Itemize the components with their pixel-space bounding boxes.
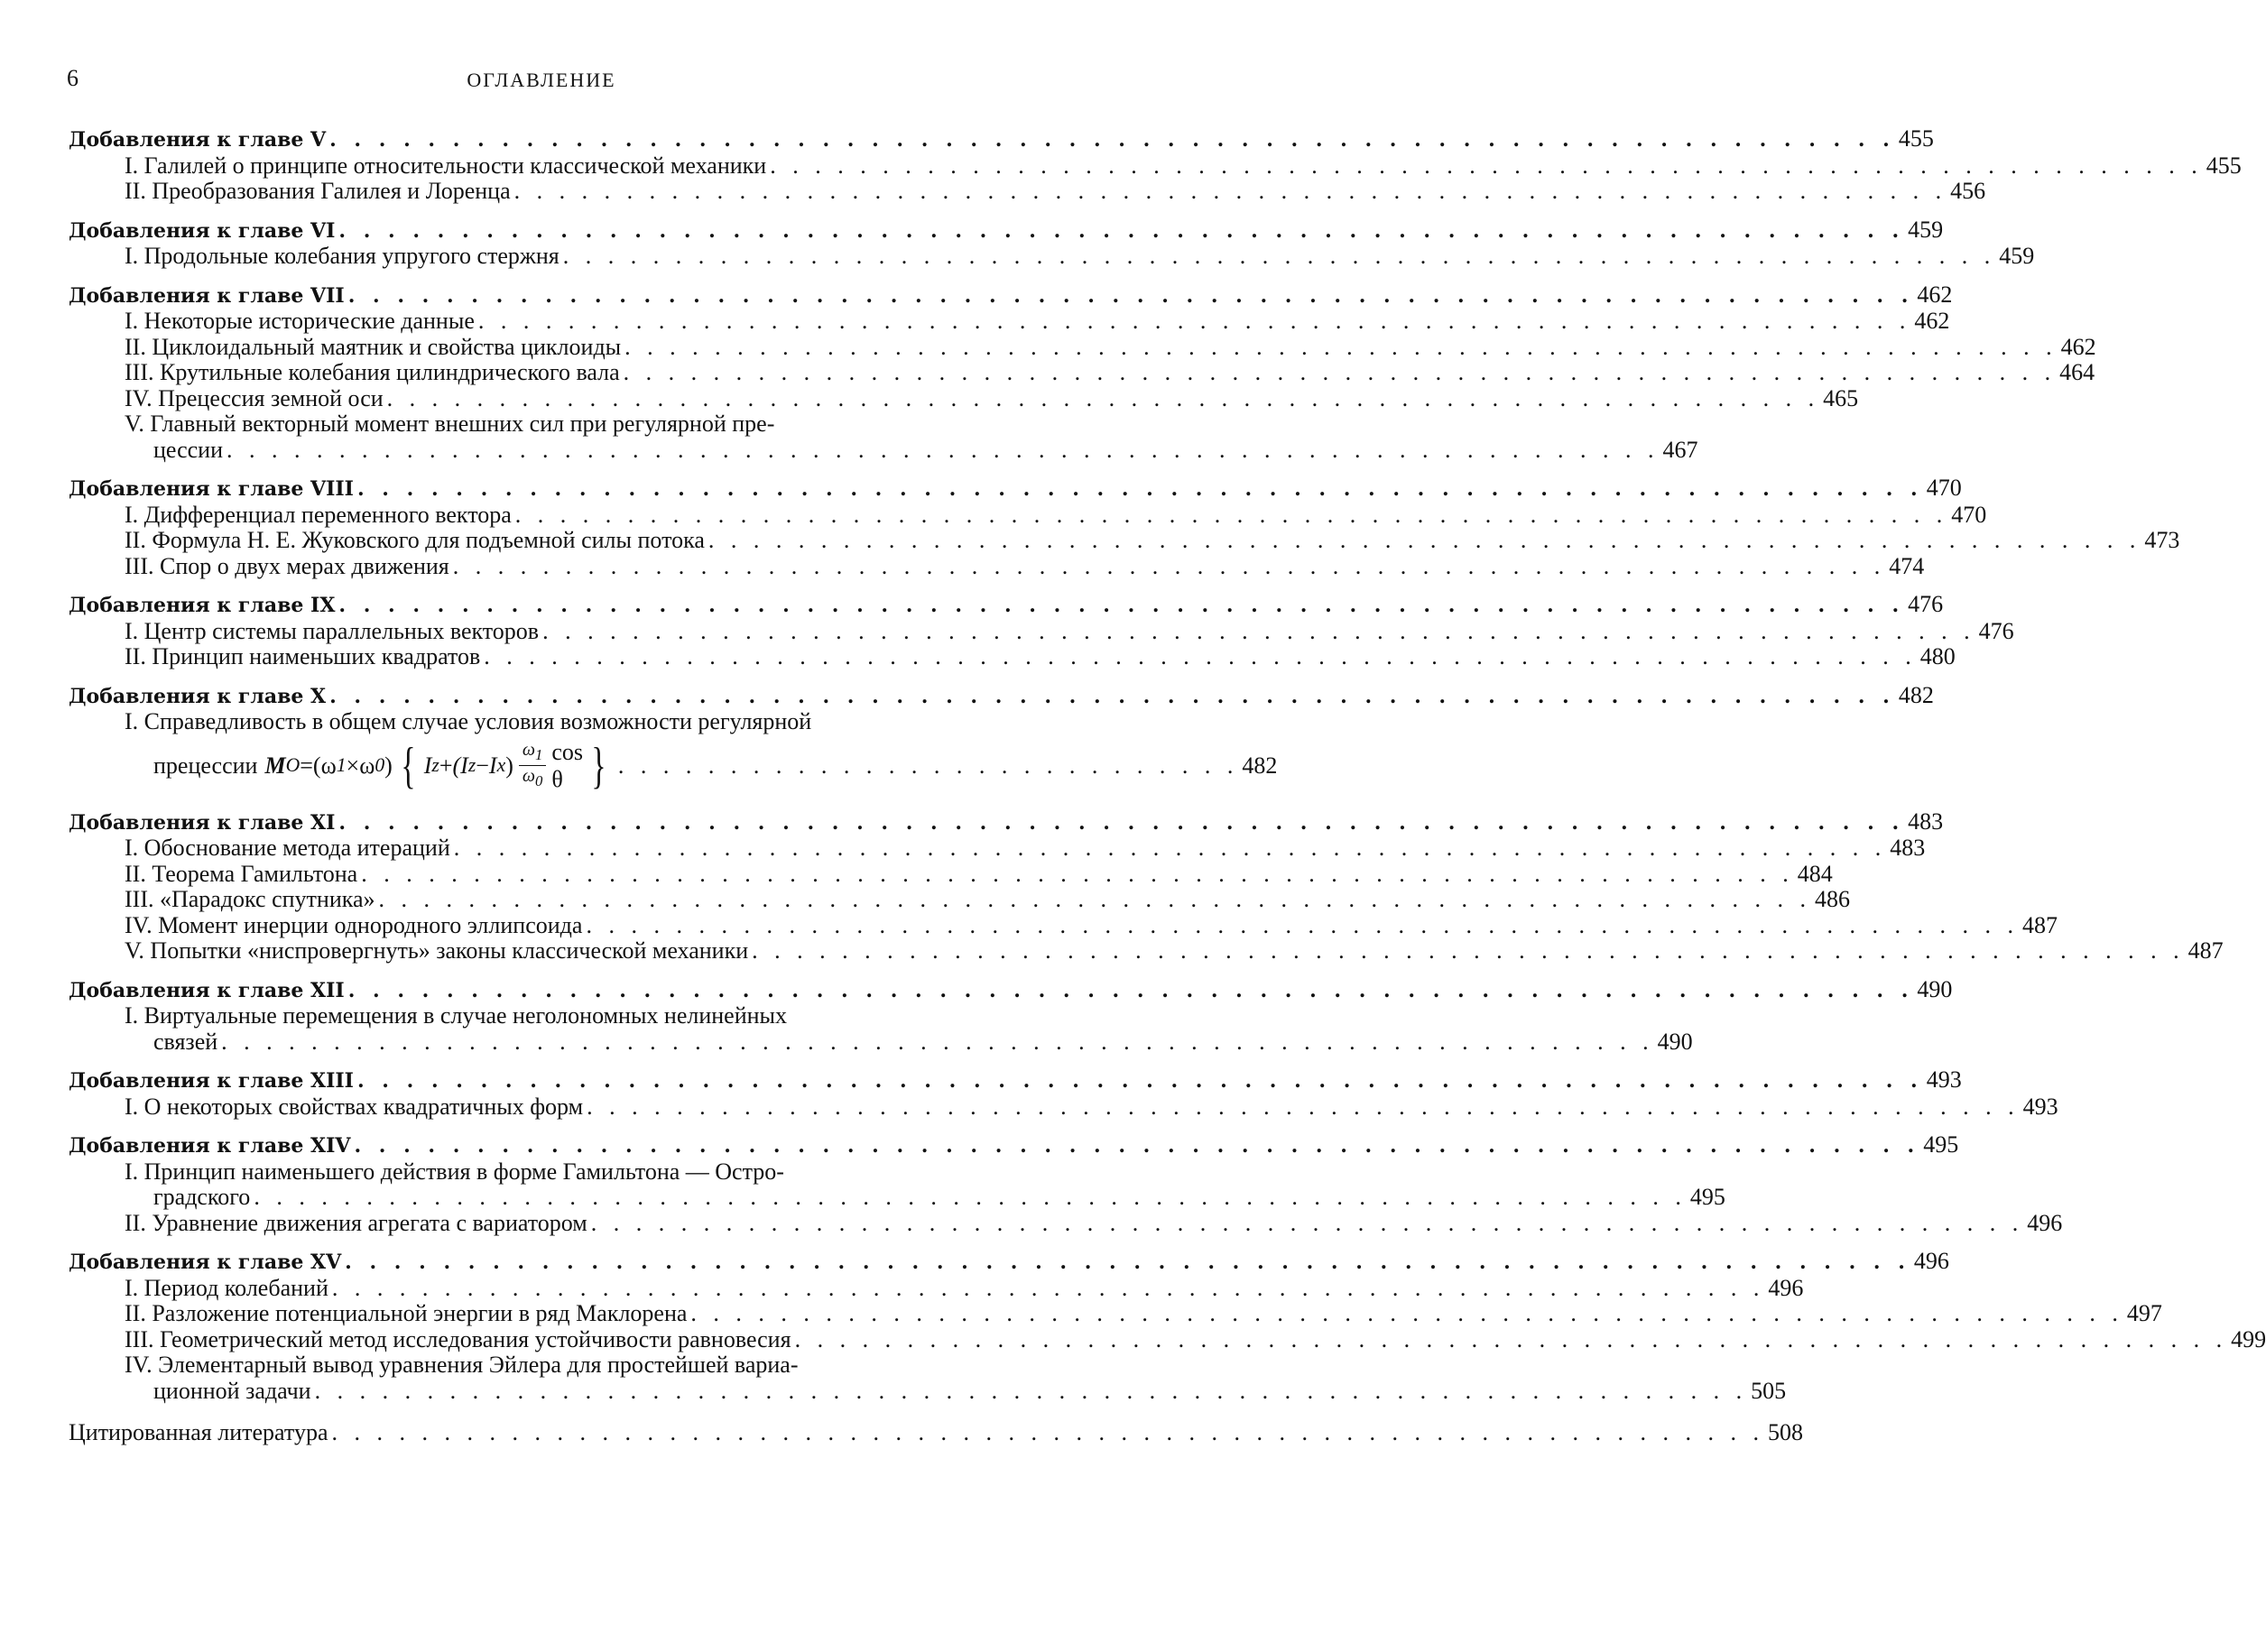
dot-leader: [384, 386, 1824, 412]
page-ref: 465: [1823, 384, 1859, 411]
formula-brace: {: [401, 737, 416, 794]
item-title: I. Центр системы параллельных векторов: [125, 617, 540, 644]
item-title: I. Принцип наименьшего действия в форме Гамильтона — Остро-: [125, 1158, 784, 1185]
page-header: [67, 65, 1016, 97]
dot-leader: [583, 1094, 2023, 1121]
page-ref: 490: [1657, 1028, 1693, 1055]
item-title: III. Крутильные колебания цилиндрического вала: [125, 359, 620, 385]
dot-leader: [335, 218, 1908, 245]
item-title: II. Формула Н. Е. Жуковского для подъемной силы потока: [125, 527, 705, 553]
fraction-denominator: [523, 766, 542, 791]
dot-leader: [345, 283, 1918, 309]
fraction-numerator: [519, 740, 546, 766]
item-continuation: [125, 1028, 1693, 1056]
dot-leader: [335, 593, 1908, 619]
formula-symbol: ω: [522, 766, 536, 786]
page-ref: 480: [1919, 643, 1956, 669]
toc-section-ch9: [69, 591, 2014, 670]
dot-leader: [341, 1250, 1914, 1276]
page-ref: 487: [2187, 937, 2224, 964]
item-title: I. Дифференциал переменного вектора: [125, 501, 512, 528]
item-title-continued: связей: [153, 1028, 218, 1055]
toc-item: [69, 1325, 2266, 1353]
toc-item-multiline: [69, 1002, 1693, 1055]
page-ref: 459: [1908, 216, 1944, 243]
dot-leader: [480, 644, 1920, 670]
page-ref: 455: [1898, 125, 1934, 152]
page-ref: 496: [1768, 1274, 1804, 1301]
page-ref: 496: [2027, 1209, 2063, 1236]
section-heading: [69, 681, 1934, 710]
dot-leader: [354, 476, 1927, 503]
dot-leader: [791, 1327, 2232, 1353]
toc-section-ch5: [69, 125, 2242, 205]
page-ref: 470: [1926, 475, 1962, 501]
page-number: 6: [67, 65, 79, 91]
toc-section-ch15: [69, 1248, 2266, 1404]
page-ref: 462: [1914, 308, 1950, 334]
item-title-continued: градского: [153, 1184, 251, 1210]
toc-section-ch12: [69, 975, 1953, 1056]
dot-leader: [705, 528, 2145, 554]
toc-item: [69, 937, 2224, 964]
page-ref: 459: [1999, 243, 2035, 269]
item-title: I. Период колебаний: [125, 1274, 328, 1301]
item-title: II. Принцип наименьших квадратов: [125, 643, 481, 669]
page-ref: 476: [1978, 617, 2014, 644]
page-ref: 483: [1908, 808, 1944, 835]
page-ref: 456: [1950, 178, 1986, 204]
dot-leader: [449, 554, 1890, 580]
toc-item: [69, 359, 2095, 386]
dot-leader: [560, 244, 2000, 270]
dot-leader: [512, 503, 1952, 529]
page-ref: 482: [1898, 681, 1934, 708]
toc-item-multiline: [69, 411, 1698, 463]
item-title: III. «Парадокс спутника»: [125, 886, 375, 912]
toc-item-multiline: [69, 1158, 1725, 1211]
item-title: I. Некоторые исторические данные: [125, 308, 475, 334]
item-title: II. Преобразования Галилея и Лоренца: [125, 178, 511, 204]
section-title: Добавления к главе XI: [69, 810, 336, 835]
item-title: V. Попытки «ниспровергнуть» законы классической механики: [125, 937, 749, 964]
page-ref: 455: [2206, 152, 2242, 179]
page-ref: 462: [1917, 281, 1953, 308]
dot-leader: [511, 179, 1951, 205]
dot-leader: [354, 1068, 1927, 1094]
dot-leader: [620, 360, 2060, 386]
section-title: Добавления к главе V: [69, 128, 327, 152]
page-ref: 473: [2144, 527, 2180, 553]
page-ref: 462: [2060, 333, 2096, 360]
item-continuation: [125, 1377, 1787, 1405]
formula-symbol: (ω: [312, 752, 337, 779]
section-title: Добавления к главе XIII: [69, 1069, 354, 1093]
dot-leader: [450, 835, 1891, 862]
toc-item-multiline: [69, 709, 1018, 735]
page-ref: 495: [1689, 1184, 1725, 1210]
formula-brace: }: [591, 737, 606, 794]
item-title: I. Галилей о принципе относительности классической механики: [125, 152, 767, 179]
section-heading: [69, 281, 1953, 309]
toc-item: [69, 860, 1833, 888]
toc-section-ch7: [69, 281, 2096, 464]
page-ref: 508: [1768, 1419, 1803, 1445]
formula-subscript: 1: [535, 746, 543, 763]
page-ref: 470: [1951, 501, 1987, 528]
toc-item: [69, 886, 1851, 913]
dot-leader: [335, 810, 1908, 836]
toc-item: [69, 911, 2058, 939]
formula-symbol: I: [423, 752, 432, 779]
formula-symbol: ): [384, 752, 393, 779]
section-title: Добавления к главе XIV: [69, 1134, 351, 1158]
page-ref: 483: [1890, 835, 1926, 861]
formula-operator: =: [300, 752, 313, 779]
formula-symbol: ω: [522, 740, 536, 760]
toc-item-multiline: [69, 1352, 1787, 1404]
toc-item: [69, 1209, 2063, 1237]
section-title: Добавления к главе VIII: [69, 477, 354, 501]
dot-leader: [328, 1276, 1769, 1302]
page-ref: 497: [2126, 1300, 2162, 1326]
item-title: IV. Прецессия земной оси: [125, 384, 384, 411]
item-title: I. Обоснование метода итераций: [125, 835, 450, 861]
toc-section-ch13: [69, 1066, 2058, 1120]
toc-item: [69, 552, 1925, 580]
dot-leader: [345, 978, 1918, 1004]
dot-leader: [621, 335, 2061, 361]
section-heading: [69, 591, 1944, 619]
formula-operator: −: [476, 752, 489, 779]
toc-section-ch11: [69, 808, 2224, 964]
formula-symbol: ω: [359, 752, 375, 779]
dot-leader: [766, 153, 2206, 180]
section-heading: [69, 808, 1944, 836]
item-title: II. Теорема Гамильтона: [125, 860, 358, 887]
item-title: II. Уравнение движения агрегата с вариатором: [125, 1209, 587, 1236]
toc-item: [69, 152, 2242, 180]
dot-leader: [250, 1185, 1690, 1211]
item-title-continued: цессии: [153, 436, 224, 463]
page-ref: 476: [1908, 591, 1944, 617]
toc-item: [69, 243, 2035, 270]
running-title: ОГЛАВЛЕНИЕ: [467, 69, 616, 91]
dot-leader: [539, 619, 1979, 645]
formula-line: [69, 735, 1278, 797]
dot-leader: [615, 752, 1243, 780]
item-title: I. О некоторых свойствах квадратичных форм: [125, 1093, 584, 1120]
item-title-continued: ционной задачи: [153, 1377, 311, 1404]
page-ref: 493: [1926, 1066, 1962, 1093]
section-title: Добавления к главе VI: [69, 218, 336, 243]
page-ref: 482: [1242, 752, 1278, 779]
page-ref: 496: [1913, 1248, 1949, 1274]
page-ref: 474: [1889, 552, 1925, 579]
page-ref: 484: [1797, 860, 1833, 887]
formula-subscript: z: [431, 754, 439, 776]
section-title: Добавления к главе VII: [69, 283, 345, 308]
dot-leader: [582, 913, 2022, 939]
dot-leader: [326, 684, 1899, 710]
section-heading: [69, 975, 1953, 1004]
formula-symbol: I: [488, 752, 497, 779]
dot-leader: [748, 938, 2188, 964]
toc-item: [69, 1093, 2058, 1121]
dot-leader: [311, 1379, 1752, 1405]
toc-item: [69, 835, 1926, 862]
page-ref: 467: [1662, 436, 1698, 463]
formula-subscript: O: [285, 754, 301, 776]
section-title: Добавления к главе XV: [69, 1251, 342, 1274]
section-heading: [69, 1248, 1949, 1276]
page-ref: 486: [1815, 886, 1851, 912]
page-ref: 487: [2021, 911, 2058, 938]
dot-leader: [375, 887, 1816, 913]
item-title: III. Геометрический метод исследования устойчивости равновесия: [125, 1325, 791, 1352]
formula-symbol: M: [264, 752, 286, 779]
toc-section-ch14: [69, 1131, 2063, 1236]
toc-item: [69, 501, 1987, 529]
page-ref: 493: [2022, 1093, 2058, 1120]
item-title: I. Продольные колебания упругого стержня: [125, 243, 560, 269]
item-title: III. Спор о двух мерах движения: [125, 552, 449, 579]
toc-item: [69, 1274, 1804, 1302]
precession-formula: [257, 739, 614, 793]
page-ref: 495: [1923, 1131, 1959, 1158]
dot-leader: [587, 1211, 2028, 1237]
dot-leader: [687, 1301, 2127, 1327]
page-ref: 490: [1917, 975, 1953, 1002]
item-title: II. Разложение потенциальной энергии в ряд Маклорена: [125, 1300, 688, 1326]
toc-item: [69, 527, 2180, 554]
toc-item: [69, 308, 1950, 335]
formula-function: cos θ: [551, 738, 584, 792]
formula-operator: ×: [346, 752, 360, 779]
item-title: I. Справедливость в общем случае условия возможности регулярной: [125, 708, 812, 734]
toc-section-ch8: [69, 475, 2180, 579]
formula-subscript: 1: [336, 754, 347, 776]
formula-subscript: 0: [535, 772, 543, 789]
toc-section-ch10: [69, 681, 1934, 797]
formula-symbol: (I: [452, 752, 468, 779]
dot-leader: [328, 1420, 1769, 1446]
formula-subscript: z: [467, 754, 476, 776]
toc-item: [69, 1300, 2162, 1327]
section-heading: [69, 475, 1962, 503]
toc-item: [69, 178, 1986, 205]
toc-section-literature: [69, 1419, 1803, 1446]
page-ref: 505: [1751, 1377, 1787, 1404]
item-title: V. Главный векторный момент внешних сил при регулярной пре-: [125, 411, 775, 437]
toc-item: [69, 384, 1859, 412]
formula-operator: +: [439, 752, 453, 779]
item-title: IV. Элементарный вывод уравнения Эйлера для простейшей вариа-: [125, 1352, 799, 1378]
toc-item: [69, 643, 1956, 670]
dot-leader: [357, 862, 1798, 888]
item-title: I. Виртуальные перемещения в случае неголономных нелинейных: [125, 1002, 788, 1029]
dot-leader: [217, 1029, 1658, 1056]
formula-symbol: ): [505, 752, 513, 779]
section-heading: [69, 1066, 1962, 1094]
page-ref: 464: [2059, 359, 2095, 385]
dot-leader: [350, 1133, 1923, 1159]
toc-item: [69, 333, 2096, 361]
dot-leader: [475, 309, 1915, 335]
toc-section-ch6: [69, 216, 2035, 270]
table-of-contents: [69, 125, 2266, 1459]
dot-leader: [223, 438, 1663, 464]
item-title: II. Циклоидальный маятник и свойства циклоиды: [125, 333, 622, 360]
dot-leader: [326, 127, 1899, 153]
formula-subscript: 0: [375, 754, 385, 776]
section-title: Добавления к главе X: [69, 684, 327, 708]
item-continuation: [125, 436, 1698, 464]
section-title: Добавления к главе XII: [69, 978, 345, 1002]
formula-subscript: x: [496, 754, 506, 776]
item-continuation: [125, 1184, 1725, 1211]
item-title: Цитированная литература: [69, 1419, 328, 1445]
page-ref: 499: [2231, 1325, 2266, 1352]
section-heading: [69, 1131, 1959, 1159]
section-heading: [69, 216, 1944, 245]
toc-item: [69, 617, 2014, 645]
toc-item: [69, 1419, 1803, 1446]
section-heading: [69, 125, 1934, 153]
formula-fraction: [519, 740, 546, 791]
item-title-continued: прецессии: [153, 752, 258, 779]
section-title: Добавления к главе IX: [69, 594, 336, 617]
item-title: IV. Момент инерции однородного эллипсоида: [125, 911, 583, 938]
